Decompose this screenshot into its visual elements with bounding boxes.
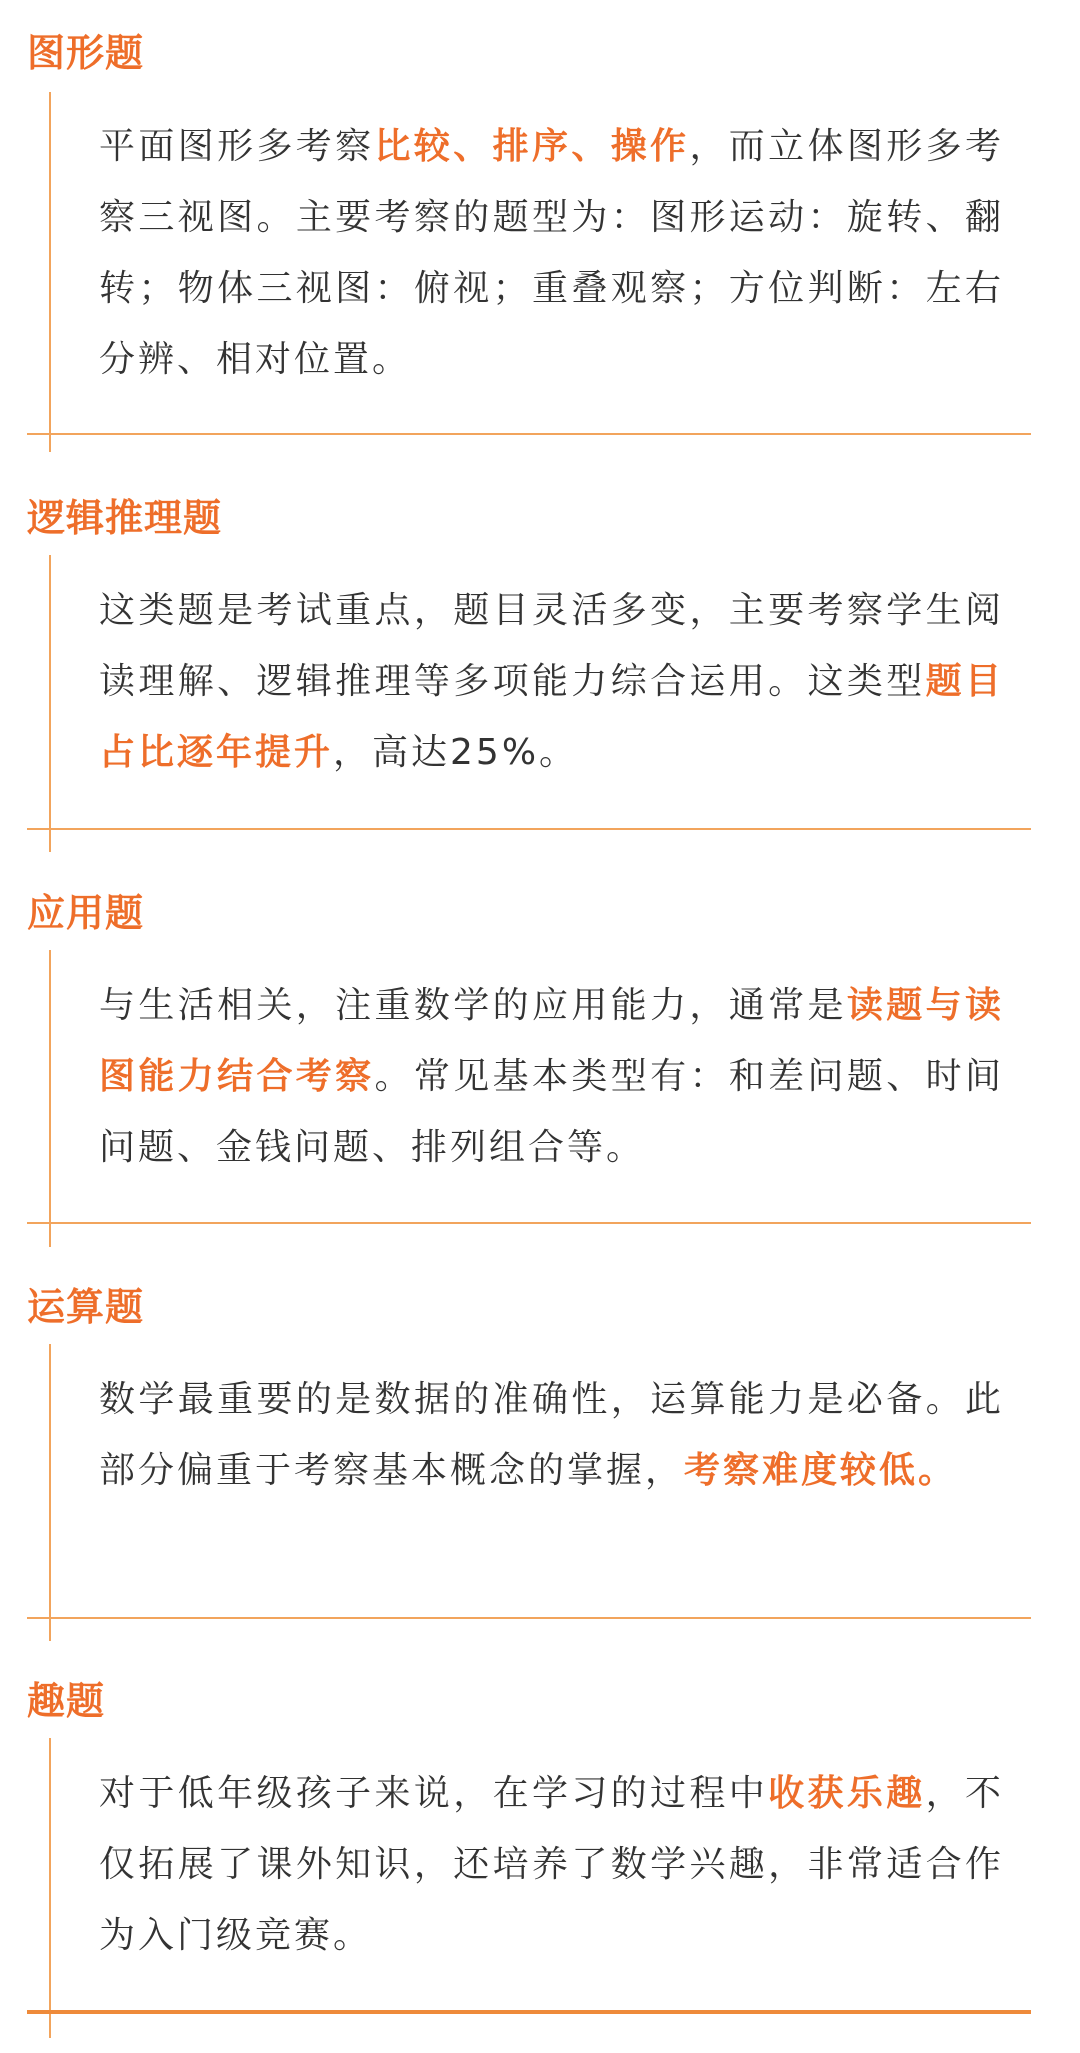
- body-text: 。常见基本类型有：和差问题、时间问题、金钱问题、排列组合等。: [99, 1056, 1004, 1168]
- body-text: 这类题是考试重点，题目灵活多变，主要考察学生阅读理解、逻辑推理等多项能力综合运用。这类型: [99, 590, 1004, 702]
- body-text: 数学最重要的是数据的准确性，运算能力是必备。此部分偏重于考察基本概念的掌握，: [99, 1379, 1004, 1491]
- section-divider: [27, 1222, 1031, 1224]
- section-left-rule: [49, 555, 51, 852]
- section-body: [99, 111, 1004, 395]
- section-body: [99, 970, 1004, 1183]
- highlight-text: 考察难度较低。: [684, 1450, 958, 1491]
- section-divider: [27, 433, 1031, 435]
- section-left-rule: [49, 92, 51, 452]
- highlight-text: 比较、排序、操作: [374, 126, 690, 167]
- section-title: 逻辑推理题: [27, 496, 223, 540]
- section-title: 应用题: [27, 891, 145, 935]
- body-text: ，高达25%。: [333, 732, 579, 773]
- section-body: [99, 1364, 1004, 1506]
- section-left-rule: [49, 1344, 51, 1641]
- section-title: 图形题: [27, 31, 145, 75]
- section-divider: [27, 1617, 1031, 1619]
- section-title: 运算题: [27, 1285, 145, 1329]
- body-text: 对于低年级孩子来说，在学习的过程中: [99, 1773, 769, 1814]
- highlight-text: 读题与读图能力结合考察: [99, 985, 1004, 1097]
- section-body: [99, 575, 1004, 788]
- body-text: 平面图形多考察: [99, 126, 375, 167]
- section-body: [99, 1758, 1004, 1971]
- body-text: ，而立体图形多考察三视图。主要考察的题型为：图形运动：旋转、翻转；物体三视图：俯视；重叠观察；方位判断：左右分辨、相对位置。: [99, 126, 1004, 380]
- section-left-rule: [49, 1738, 51, 2038]
- body-text: ，不仅拓展了课外知识，还培养了数学兴趣，非常适合作为入门级竞赛。: [99, 1773, 1004, 1956]
- highlight-text: 题目占比逐年提升: [99, 661, 1004, 773]
- section-divider-bottom: [27, 2010, 1031, 2014]
- section-title: 趣题: [27, 1679, 106, 1723]
- highlight-text: 收获乐趣: [768, 1773, 926, 1814]
- body-text: 与生活相关，注重数学的应用能力，通常是: [99, 985, 847, 1026]
- section-left-rule: [49, 950, 51, 1247]
- section-divider: [27, 828, 1031, 830]
